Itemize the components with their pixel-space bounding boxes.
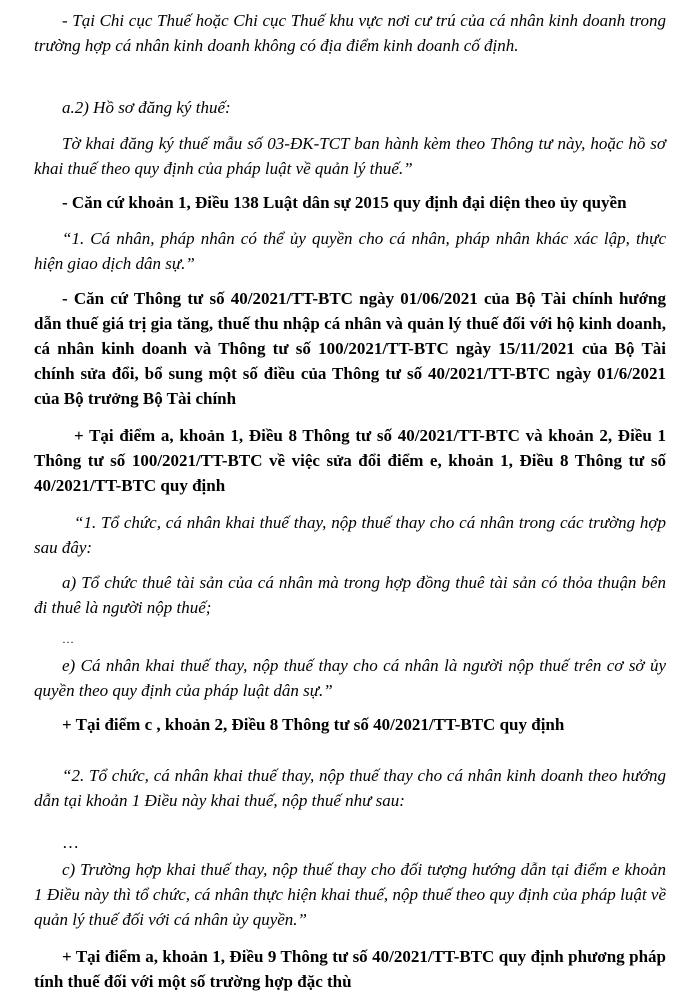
paragraph-civil-code-basis: - Căn cứ khoản 1, Điều 138 Luật dân sự 2015 quy định đại diện theo ủy quyền bbox=[62, 193, 627, 212]
paragraph-circular-basis: - Căn cứ Thông tư số 40/2021/TT-BTC ngày 01/06/2021 của Bộ Tài chính hướng dẫn thuế giá trị gia tăng, thuế thu nhập cá nhân và quản lý thuế đối với hộ kinh doanh, cá nhân kinh doanh và Thông tư số 100/2021/TT-BTC ngày 15/11/2021 của Bộ Tài chính sửa đổi, bổ sung một số điều của Thông tư số 40/2021/TT-BTC ngày 01/6/2021 của Bộ trưởng Bộ Tài chính bbox=[34, 289, 666, 408]
paragraph-article9-point-a: + Tại điểm a, khoản 1, Điều 9 Thông tư số 40/2021/TT-BTC quy định phương pháp tính thuế đối với một số trường hợp đặc thù bbox=[34, 947, 666, 991]
paragraph-article8-point-c: + Tại điểm c , khoản 2, Điều 8 Thông tư số 40/2021/TT-BTC quy định bbox=[62, 715, 565, 734]
paragraph-ellipsis-2: … bbox=[62, 833, 79, 852]
paragraph-article8-point-a: + Tại điểm a, khoản 1, Điều 8 Thông tư số 40/2021/TT-BTC và khoản 2, Điều 1 Thông tư số 100/2021/TT-BTC về việc sửa đổi điểm e, khoản 1, Điều 8 Thông tư số 40/2021/TT-BTC quy định bbox=[34, 426, 666, 495]
paragraph-registration-form: Tờ khai đăng ký thuế mẫu số 03-ĐK-TCT ban hành kèm theo Thông tư này, hoặc hồ sơ khai thuế theo quy định của pháp luật về quản lý thuế.” bbox=[34, 134, 666, 178]
paragraph-a2-heading: a.2) Hồ sơ đăng ký thuế: bbox=[62, 98, 231, 117]
paragraph-article8-quote-2: “2. Tổ chức, cá nhân khai thuế thay, nộp thuế thay cho cá nhân kinh doanh theo hướng dẫn tại khoản 1 Điều này khai thuế, nộp thuế như sau: bbox=[34, 766, 666, 810]
paragraph-point-e: e) Cá nhân khai thuế thay, nộp thuế thay cho cá nhân là người nộp thuế trên cơ sở ủy quyền theo quy định của pháp luật dân sự.” bbox=[34, 656, 666, 700]
paragraph-tax-office: - Tại Chi cục Thuế hoặc Chi cục Thuế khu vực nơi cư trú của cá nhân kinh doanh trong trường hợp cá nhân kinh doanh không có địa điểm kinh doanh cố định. bbox=[34, 11, 666, 55]
paragraph-point-c: c) Trường hợp khai thuế thay, nộp thuế thay cho đối tượng hướng dẫn tại điểm e khoản 1 Điều này thì tổ chức, cá nhân thực hiện khai thuế, nộp thuế theo quy định của pháp luật về quản lý thuế đối với cá nhân ủy quyền.” bbox=[34, 860, 666, 929]
paragraph-point-a: a) Tổ chức thuê tài sản của cá nhân mà trong hợp đồng thuê tài sản có thỏa thuận bên đi thuê là người nộp thuế; bbox=[34, 573, 666, 617]
paragraph-authorization-quote: “1. Cá nhân, pháp nhân có thể ủy quyền cho cá nhân, pháp nhân khác xác lập, thực hiện giao dịch dân sự.” bbox=[34, 229, 666, 273]
paragraph-ellipsis-1: … bbox=[62, 632, 74, 646]
paragraph-article8-quote-1: “1. Tổ chức, cá nhân khai thuế thay, nộp thuế thay cho cá nhân trong các trường hợp sau đây: bbox=[34, 513, 666, 557]
